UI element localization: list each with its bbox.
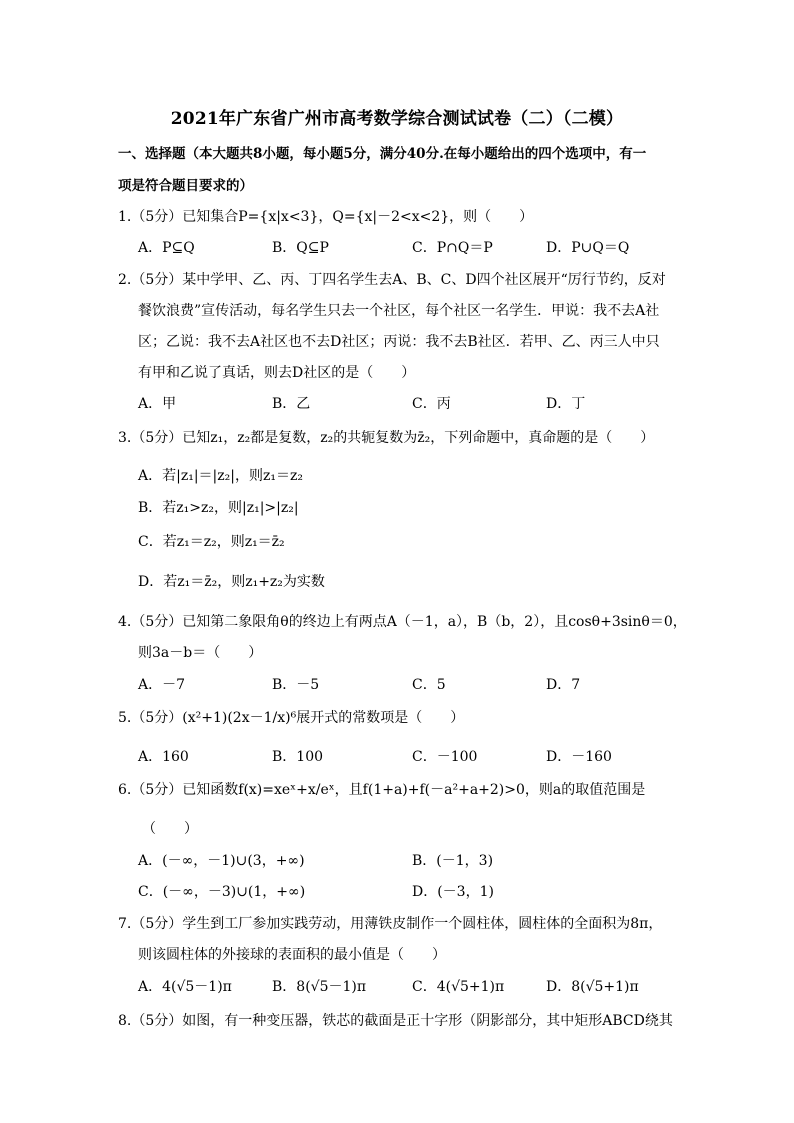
q7-option-a: A．4(√5－1)π <box>138 979 232 995</box>
q1-option-a: A．P⊆Q <box>138 240 195 256</box>
q2-option-c: C．丙 <box>412 396 451 412</box>
q4-option-a: A．－7 <box>138 677 186 693</box>
q2-line-1: 2.（5分）某中学甲、乙、丙、丁四名学生去A、B、C、D四个社区展开“厉行节约，反对 <box>118 272 666 288</box>
q3-option-c: C．若z₁＝z₂，则z₁＝z̄₂ <box>138 534 285 550</box>
q6-option-b: B．(－1，3) <box>412 853 494 869</box>
q6-option-c: C．(－∞，－3)∪(1，+∞) <box>138 884 306 900</box>
q7-line-2: 则该圆柱体的外接球的表面积的最小值是（ ） <box>138 947 446 963</box>
q1-option-c: C．P∩Q＝P <box>412 240 493 256</box>
section-heading-line1: 一、选择题（本大题共8小题，每小题5分，满分40分.在每小题给出的四个选项中，有一 <box>118 146 647 162</box>
q6-answer-paren: （ ） <box>142 821 198 837</box>
q2-option-d: D．丁 <box>546 396 586 412</box>
q4-option-d: D．7 <box>546 677 581 693</box>
q5-stem: 5.（5分）(x²+1)(2x－1/x)⁶展开式的常数项是（ ） <box>118 710 465 726</box>
q3-option-a: A．若|z₁|＝|z₂|，则z₁＝z₂ <box>138 468 303 484</box>
q6-option-d: D．(－3，1) <box>412 884 494 900</box>
q3-option-b: B．若z₁>z₂，则|z₁|>|z₂| <box>138 500 299 516</box>
q4-line-2: 则3a－b＝（ ） <box>138 645 263 661</box>
q1-option-b: B．Q⊆P <box>272 240 329 256</box>
section-heading-line2: 项是符合题目要求的） <box>118 178 253 194</box>
page-title: 2021年广东省广州市高考数学综合测试试卷（二）（二模） <box>170 109 624 129</box>
q1-stem: 1.（5分）已知集合P={x|x<3}，Q={x|－2<x<2}，则（ ） <box>118 209 534 225</box>
q4-option-c: C．5 <box>412 677 446 693</box>
q5-option-d: D．－160 <box>546 749 612 765</box>
q3-stem: 3.（5分）已知z₁，z₂都是复数，z₂的共轭复数为z̄₂，下列命题中，真命题的是（ ） <box>118 430 655 446</box>
q5-option-a: A．160 <box>138 749 189 765</box>
q6-option-a: A．(－∞，－1)∪(3，+∞) <box>138 853 305 869</box>
q7-line-1: 7.（5分）学生到工厂参加实践劳动，用薄铁皮制作一个圆柱体，圆柱体的全面积为8π， <box>118 916 663 932</box>
q2-option-b: B．乙 <box>272 396 311 412</box>
q3-option-d: D．若z₁＝z̄₂，则z₁+z₂为实数 <box>138 574 325 590</box>
q2-line-3: 区；乙说：我不去A社区也不去D社区；丙说：我不去B社区．若甲、乙、丙三人中只 <box>138 334 660 350</box>
q8-line-1: 8.（5分）如图，有一种变压器，铁芯的截面是正十字形（阴影部分，其中矩形ABCD绕其 <box>118 1013 673 1029</box>
q1-option-d: D．P∪Q＝Q <box>546 240 630 256</box>
q4-line-1: 4.（5分）已知第二象限角θ的终边上有两点A（－1，a），B（b，2），且cosθ+3sinθ＝0， <box>118 614 687 630</box>
q5-option-b: B．100 <box>272 749 324 765</box>
q7-option-d: D．8(√5+1)π <box>546 979 639 995</box>
q5-option-c: C．－100 <box>412 749 478 765</box>
q4-option-b: B．－5 <box>272 677 320 693</box>
q7-option-c: C．4(√5+1)π <box>412 979 505 995</box>
q7-option-b: B．8(√5－1)π <box>272 979 367 995</box>
q6-stem: 6.（5分）已知函数f(x)=xeˣ+x/eˣ，且f(1+a)+f(－a²+a+2)>0，则a的取值范围是 <box>118 782 646 798</box>
q2-option-a: A．甲 <box>138 396 177 412</box>
q2-line-4: 有甲和乙说了真话，则去D社区的是（ ） <box>138 365 416 381</box>
q2-line-2: 餐饮浪费”宣传活动，每名学生只去一个社区，每个社区一名学生．甲说：我不去A社 <box>138 303 660 319</box>
